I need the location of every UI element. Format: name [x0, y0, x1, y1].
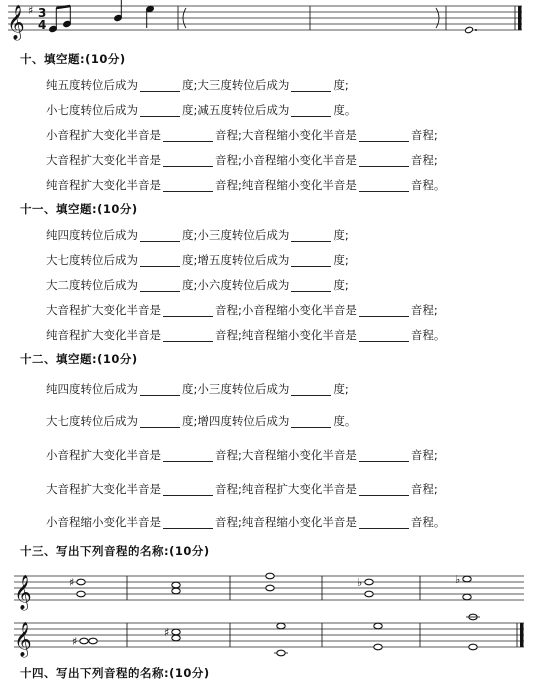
beamed-eighth-notes [49, 6, 72, 33]
final-barline [518, 6, 522, 30]
whole-note [277, 623, 285, 629]
whole-note [365, 591, 373, 597]
whole-note [172, 629, 180, 635]
answer-blank[interactable] [163, 129, 213, 142]
key-signature: ♯ [28, 4, 34, 17]
answer-blank[interactable] [359, 179, 409, 192]
answer-blank[interactable] [359, 304, 409, 317]
whole-note [172, 635, 180, 641]
whole-note [77, 591, 85, 597]
section-10-line-5: 纯音程扩大变化半音是 音程;纯音程缩小变化半音是 音程。 [46, 178, 446, 192]
whole-note [365, 579, 373, 585]
section-11-line-4: 大音程扩大变化半音是 音程;小音程缩小变化半音是 音程; [46, 303, 438, 317]
section-12-line-1: 纯四度转位后成为 度;小三度转位后成为 度; [46, 382, 349, 396]
section-11-line-2: 大七度转位后成为 度;增五度转位后成为 度; [46, 253, 349, 267]
answer-blank[interactable] [163, 304, 213, 317]
answer-blank[interactable] [140, 79, 180, 92]
answer-blank[interactable] [291, 279, 331, 292]
whole-note [77, 579, 85, 585]
whole-note [80, 638, 88, 644]
treble-clef-icon: 𝄞 [14, 575, 32, 610]
section-10-line-1: 纯五度转位后成为 度;大三度转位后成为 度; [46, 78, 349, 92]
section-12-line-2: 大七度转位后成为 度;增四度转位后成为 度。 [46, 414, 357, 428]
section-10-line-2: 小七度转位后成为 度;减五度转位后成为 度。 [46, 103, 357, 117]
section-14-heading: 十四、写出下列音程的名称:(10分) [20, 666, 210, 680]
sharp-icon: ♯ [72, 635, 78, 648]
answer-blank[interactable] [140, 254, 180, 267]
section-12-heading: 十二、填空题:(10分) [20, 352, 138, 366]
answer-blank[interactable] [359, 483, 409, 496]
quarter-note-b [114, 0, 123, 22]
interval-staff-1 [0, 562, 540, 612]
answer-blank[interactable] [163, 329, 213, 342]
whole-note [89, 638, 97, 644]
section-10-heading: 十、填空题:(10分) [20, 52, 126, 66]
answer-blank[interactable] [140, 229, 180, 242]
whole-note [463, 594, 471, 600]
section-11-line-5: 纯音程扩大变化半音是 音程;纯音程缩小变化半音是 音程。 [46, 328, 446, 342]
flat-icon: ♭ [357, 576, 363, 589]
section-11-heading: 十一、填空题:(10分) [20, 202, 138, 216]
answer-blank[interactable] [291, 415, 331, 428]
whole-note [277, 650, 285, 656]
answer-blank[interactable] [163, 154, 213, 167]
final-barline [520, 623, 524, 647]
section-12-line-5: 小音程缩小变化半音是 音程;纯音程缩小变化半音是 音程。 [46, 515, 446, 529]
dotted-half-note [465, 26, 477, 33]
answer-blank[interactable] [163, 179, 213, 192]
section-10-line-4: 大音程扩大变化半音是 音程;小音程缩小变化半音是 音程; [46, 153, 438, 167]
answer-blank[interactable] [359, 329, 409, 342]
answer-blank[interactable] [291, 79, 331, 92]
sharp-icon: ♯ [164, 626, 170, 639]
treble-clef-icon [7, 5, 25, 41]
answer-blank[interactable] [359, 154, 409, 167]
interval-staff-2 [0, 609, 540, 659]
section-13-heading: 十三、写出下列音程的名称:(10分) [20, 544, 210, 558]
time-signature-bottom: 4 [38, 18, 47, 32]
svg-text:𝄞: 𝄞 [7, 5, 25, 40]
answer-blank[interactable] [140, 383, 180, 396]
flat-icon: ♭ [455, 573, 461, 586]
whole-note [172, 588, 180, 594]
whole-note [266, 585, 274, 591]
treble-clef-icon: 𝄞 [14, 622, 32, 657]
answer-blank[interactable] [291, 104, 331, 117]
answer-blank[interactable] [359, 449, 409, 462]
answer-blank[interactable] [291, 254, 331, 267]
answer-blank[interactable] [163, 516, 213, 529]
answer-blank[interactable] [140, 415, 180, 428]
answer-blank[interactable] [291, 229, 331, 242]
time-signature-top: 3 [38, 6, 47, 20]
quarter-note-e [146, 5, 155, 28]
top-music-staff [0, 0, 540, 42]
section-10-line-3: 小音程扩大变化半音是 音程;大音程缩小变化半音是 音程; [46, 128, 438, 142]
whole-note [266, 573, 274, 579]
answer-blank[interactable] [163, 483, 213, 496]
section-11-line-3: 大二度转位后成为 度;小六度转位后成为 度; [46, 278, 349, 292]
section-12-line-3: 小音程扩大变化半音是 音程;大音程缩小变化半音是 音程; [46, 448, 438, 462]
answer-blank[interactable] [359, 516, 409, 529]
section-11-line-1: 纯四度转位后成为 度;小三度转位后成为 度; [46, 228, 349, 242]
whole-note [374, 644, 382, 650]
whole-note [469, 644, 477, 650]
sharp-icon: ♯ [69, 576, 75, 589]
answer-blank[interactable] [140, 104, 180, 117]
whole-note [172, 582, 180, 588]
answer-blank[interactable] [359, 129, 409, 142]
section-12-line-4: 大音程扩大变化半音是 音程;纯音程扩大变化半音是 音程; [46, 482, 438, 496]
whole-note [374, 623, 382, 629]
whole-note [463, 576, 471, 582]
answer-blank[interactable] [291, 383, 331, 396]
answer-blank[interactable] [140, 279, 180, 292]
answer-blank[interactable] [163, 449, 213, 462]
